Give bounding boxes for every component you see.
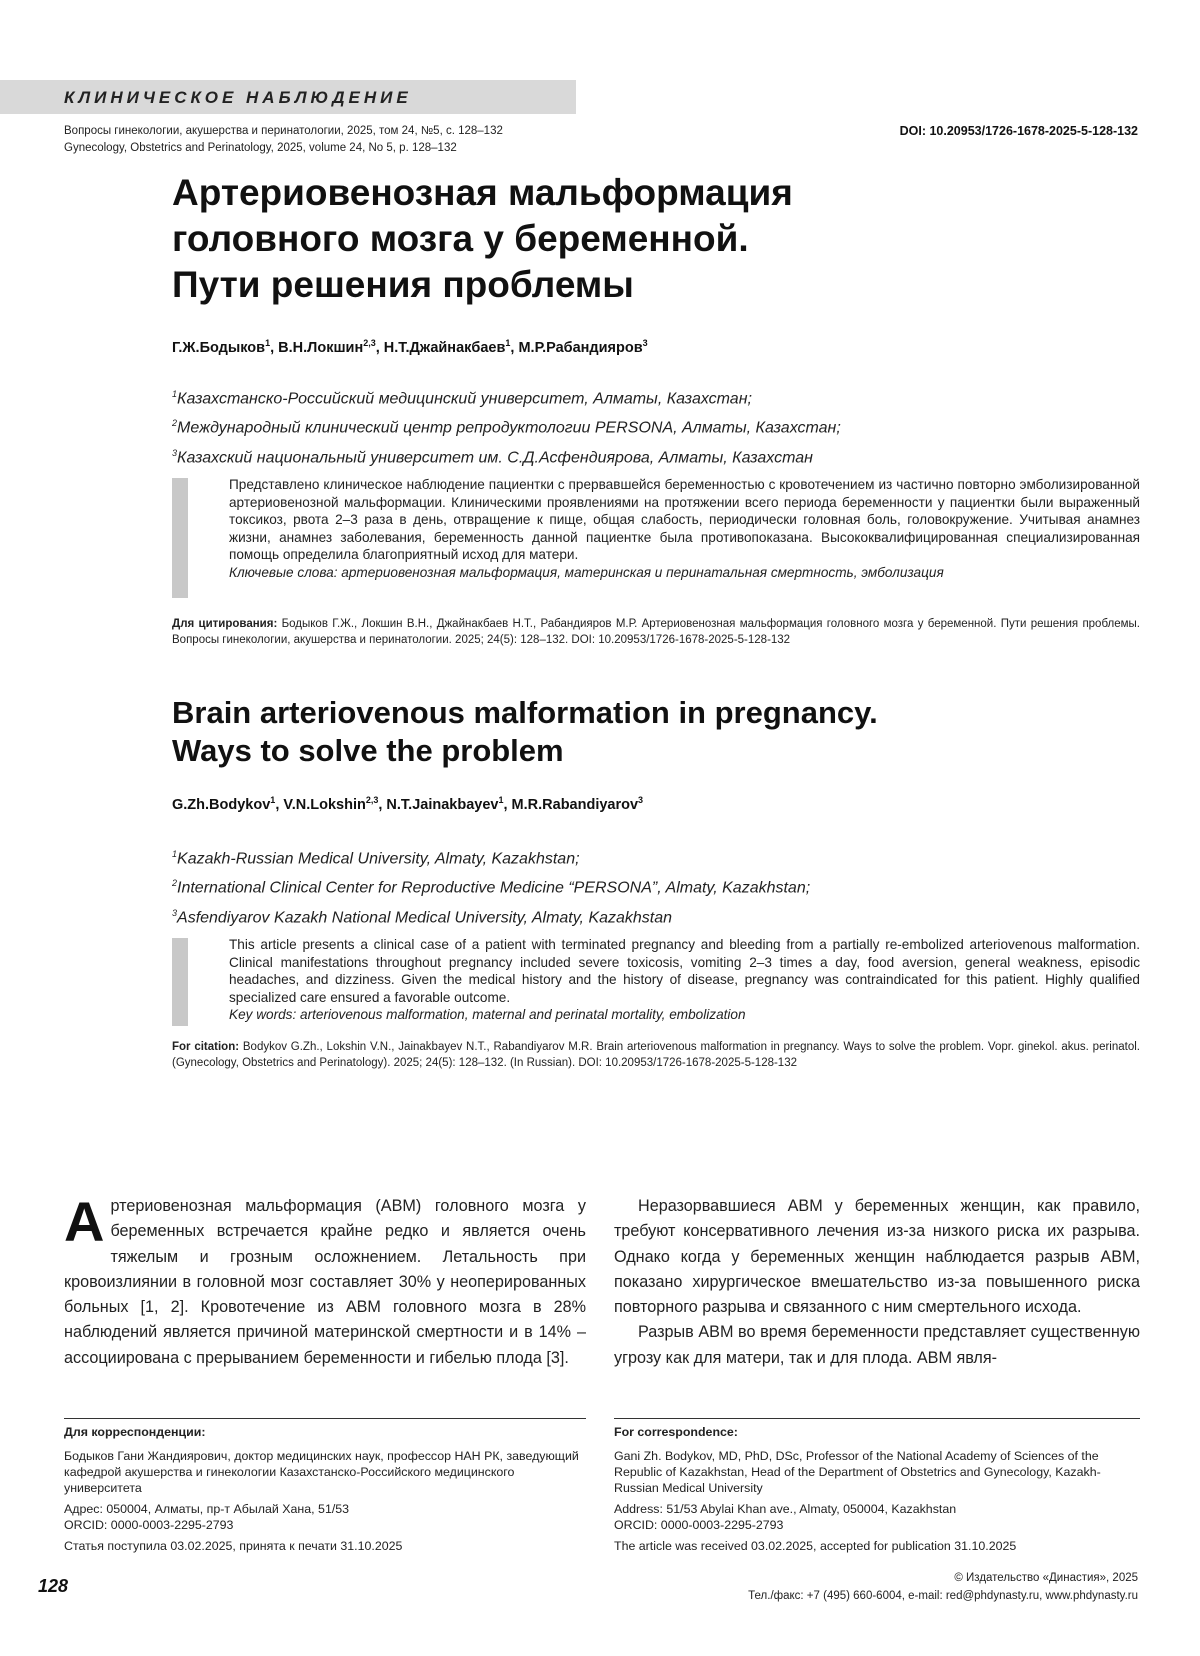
author-sup: 3 bbox=[642, 338, 648, 348]
correspondence-heading: Для корреспонденции: bbox=[64, 1425, 206, 1439]
abstract-bar bbox=[172, 478, 188, 598]
correspondence-orcid[interactable]: ORCID: 0000-0003-2295-2793 bbox=[64, 1518, 234, 1532]
author-sup: 1 bbox=[270, 795, 276, 805]
en-keywords: Key words: arteriovenous malformation, maternal and perinatal mortality, embolization bbox=[229, 1007, 746, 1022]
abstract-bar bbox=[172, 938, 188, 1026]
ru-keywords: Ключевые слова: артериовенозная мальформация, материнская и перинатальная смертность, эмболизация bbox=[229, 564, 944, 580]
correspondence-orcid[interactable]: ORCID: 0000-0003-2295-2793 bbox=[614, 1518, 784, 1532]
ru-title-line: головного мозга у беременной. bbox=[172, 218, 749, 259]
body-paragraph: Разрыв АВМ во время беременности представляет существенную угрозу как для матери, так и для плода. АВМ явля- bbox=[614, 1323, 1140, 1367]
author-sep: , bbox=[510, 339, 519, 356]
correspondence-dates: Статья поступила 03.02.2025, принята к печати 31.10.2025 bbox=[64, 1539, 403, 1553]
en-citation-label: For citation: bbox=[172, 1041, 240, 1053]
correspondence-heading: For correspondence: bbox=[614, 1425, 738, 1439]
ru-authors bbox=[172, 338, 648, 356]
en-title bbox=[172, 694, 1132, 770]
publisher: © Издательство «Династия», 2025 bbox=[954, 1572, 1138, 1584]
author-sup: 2,3 bbox=[363, 338, 376, 348]
author-name: М.Р.Рабандияров bbox=[518, 339, 643, 356]
correspondence-ru bbox=[64, 1424, 584, 1559]
affiliation: $^1$Kazakh-Russian Medical University, Almaty, Kazakhstan; bbox=[172, 849, 580, 868]
page-number: 128 bbox=[38, 1576, 69, 1596]
author-name: Г.Ж.Бодыков bbox=[172, 339, 266, 356]
en-authors bbox=[172, 795, 643, 813]
ru-title-line: Артериовенозная мальформация bbox=[172, 172, 793, 213]
body-paragraph: Неразорвавшиеся АВМ у беременных женщин, как правило, требуют консервативного лечения из-за низкого риска их разрыва. Однако когда у беременных женщин наблюдается разрыв АВМ, показано хирургическое вмешательство из-за повышенного риска повторного разрыва и связанного с ним смертельного исхода. bbox=[614, 1197, 1140, 1317]
en-abstract-text: This article presents a clinical case of a patient with terminated pregnancy and bleeding from a partially re-embolized arteriovenous malformation. Clinical manifestations throughout pregnancy included severe toxicosis, vomiting 2–3 times a day, food aversion, general weakness, episodic headaches, and dizziness. Given the medical history and the history of disease, pregnancy was contraindicated for this patient. Highly qualified specialized care ensured a favorable outcome. bbox=[229, 937, 1140, 1005]
author-sep: , bbox=[375, 339, 384, 356]
correspondence-address: Address: 51/53 Abylai Khan ave., Almaty, 050004, Kazakhstan bbox=[614, 1502, 957, 1516]
en-affiliations bbox=[172, 842, 810, 930]
body-right-column bbox=[614, 1194, 1140, 1371]
journal-ru: Вопросы гинекологии, акушерства и перинатологии, 2025, том 24, №5, с. 128–132 bbox=[64, 125, 503, 137]
author-name: Н.Т.Джайнакбаев bbox=[383, 339, 506, 356]
affiliation: $^2$Международный клинический центр репродуктологии PERSONA, Алматы, Казахстан; bbox=[172, 418, 841, 437]
author-sep: , bbox=[270, 339, 279, 356]
author-name: M.R.Rabandiyarov bbox=[511, 796, 639, 813]
en-title-line: Ways to solve the problem bbox=[172, 733, 564, 768]
author-sep: , bbox=[503, 796, 512, 813]
correspondence-en bbox=[614, 1424, 1134, 1559]
ru-abstract-text: Представлено клиническое наблюдение пациентки с прервавшейся беременностью с кровотечением из частично повторно эмболизированной артериовенозной мальформации. Клиническими проявлениями на протяжении всего периода беременности у пациентки были выраженный токсикоз, рвота 2–3 раза в день, отвращение к пище, общая слабость, периодически головная боль, головокружение. Учитывая анамнез жизни, анамнез заболевания, беременность данной пациентке была противопоказана. Высококвалифицированная специализированная помощь определила благоприятный исход для матери. bbox=[229, 477, 1140, 562]
dropcap: А bbox=[64, 1190, 105, 1253]
ru-title bbox=[172, 170, 1132, 308]
affiliation: $^1$Казахстанско-Российский медицинский университет, Алматы, Казахстан; bbox=[172, 389, 752, 408]
en-title-line: Brain arteriovenous malformation in pregnancy. bbox=[172, 695, 878, 730]
en-citation bbox=[172, 1039, 1140, 1071]
ru-abstract bbox=[229, 476, 1140, 581]
body-paragraph: ртериовенозная мальформация (АВМ) головного мозга у беременных встречается крайне редко и является очень тяжелым и грозным осложнением. Летальность при кровоизлиянии в головной мозг составляет 30% у неоперированных больных [1, 2]. Кровотечение из АВМ головного мозга в 28% наблюдений является причиной материнской смертности и в 14% – ассоциирована с прерыванием беременности и гибелью плода [3]. bbox=[64, 1197, 586, 1367]
journal-en: Gynecology, Obstetrics and Perinatology, 2025, volume 24, No 5, p. 128–132 bbox=[64, 142, 457, 154]
correspondence-dates: The article was received 03.02.2025, accepted for publication 31.10.2025 bbox=[614, 1539, 1017, 1553]
correspondence-address: Адрес: 050004, Алматы, пр-т Абылай Хана, 51/53 bbox=[64, 1502, 350, 1516]
divider bbox=[64, 1418, 586, 1419]
correspondence-person: Бодыков Гани Жандиярович, доктор медицинских наук, профессор НАН РК, заведующий кафедрой акушерства и гинекологии Казахстанско-Российского медицинского университета bbox=[64, 1449, 579, 1495]
author-name: В.Н.Локшин bbox=[278, 339, 364, 356]
section-label: КЛИНИЧЕСКОЕ НАБЛЮДЕНИЕ bbox=[64, 88, 412, 107]
author-sup: 1 bbox=[498, 795, 504, 805]
affiliation: $^3$Казахский национальный университет им. С.Д.Асфендиярова, Алматы, Казахстан bbox=[172, 447, 813, 466]
author-sup: 1 bbox=[265, 338, 271, 348]
author-sep: , bbox=[378, 796, 387, 813]
author-sup: 2,3 bbox=[365, 795, 379, 805]
ru-citation bbox=[172, 616, 1140, 648]
author-name: N.T.Jainakbayev bbox=[386, 796, 499, 813]
author-name: V.N.Lokshin bbox=[283, 796, 366, 813]
publisher-contacts[interactable]: Тел./факс: +7 (495) 660-6004, e-mail: red@phdynasty.ru, www.phdynasty.ru bbox=[748, 1590, 1138, 1602]
en-citation-text: Bodykov G.Zh., Lokshin V.N., Jainakbayev N.T., Rabandiyarov M.R. Brain arteriovenous malformation in pregnancy. Ways to solve the problem. Vopr. ginekol. akus. perinatol. (Gynecology, Obstetrics and Perinatology). 2025; 24(5): 128–132. (In Russian). DOI: 10.20953/1726-1678-2025-5-128-132 bbox=[172, 1041, 1140, 1069]
affiliation: $^3$Asfendiyarov Kazakh National Medical University, Almaty, Kazakhstan bbox=[172, 907, 673, 926]
author-name: G.Zh.Bodykov bbox=[172, 796, 271, 813]
en-abstract bbox=[229, 936, 1140, 1024]
ru-affiliations bbox=[172, 382, 841, 470]
ru-citation-text: Бодыков Г.Ж., Локшин В.Н., Джайнакбаев Н.Т., Рабандияров М.Р. Артериовенозная мальформация головного мозга у беременной. Пути решения проблемы. Вопросы гинекологии, акушерства и перинатологии. 2025; 24(5): 128–132. DOI: 10.20953/1726-1678-2025-5-128-132 bbox=[172, 618, 1141, 646]
doi[interactable]: DOI: 10.20953/1726-1678-2025-5-128-132 bbox=[899, 124, 1138, 138]
divider bbox=[614, 1418, 1140, 1419]
ru-title-line: Пути решения проблемы bbox=[172, 264, 634, 305]
journal-info bbox=[64, 123, 503, 157]
ru-citation-label: Для цитирования: bbox=[172, 618, 278, 630]
author-sep: , bbox=[275, 796, 284, 813]
correspondence-person: Gani Zh. Bodykov, MD, PhD, DSc, Professor of the National Academy of Sciences of the Republic of Kazakhstan, Head of the Department of Obstetrics and Gynecology, Kazakh-Russian Medical University bbox=[614, 1449, 1101, 1495]
author-sup: 1 bbox=[505, 338, 511, 348]
affiliation: $^2$International Clinical Center for Reproductive Medicine “PERSONA”, Almaty, Kazakhstan; bbox=[172, 878, 811, 897]
author-sup: 3 bbox=[638, 795, 644, 805]
body-left-column bbox=[64, 1190, 586, 1371]
